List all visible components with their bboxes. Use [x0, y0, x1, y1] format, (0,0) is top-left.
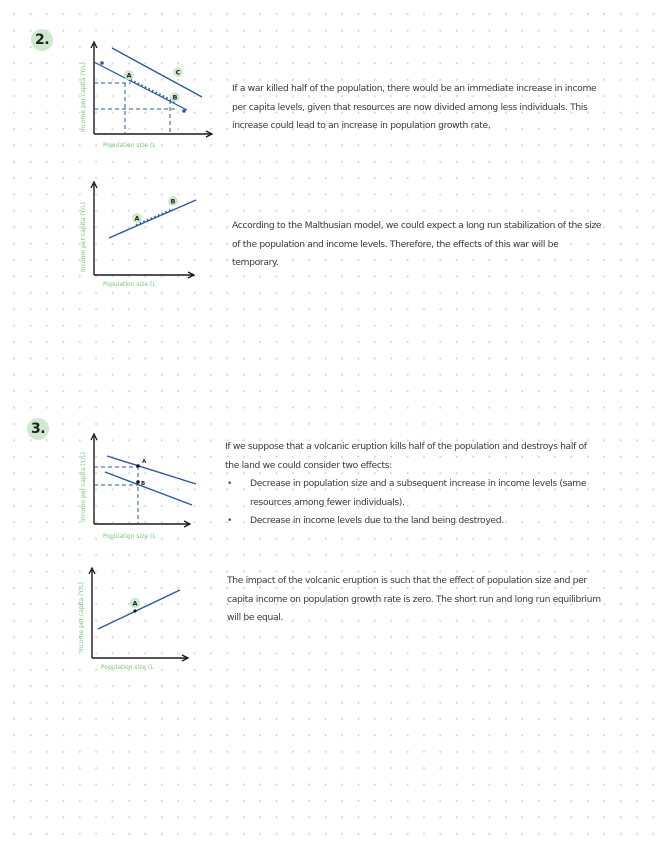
point-a-dot — [136, 464, 140, 468]
point-a-label: A — [134, 214, 140, 223]
schedule-line-lower — [94, 62, 187, 110]
y-axis-label: Income per capita (Y/L) — [78, 582, 85, 652]
x-axis-label: Population size (L — [101, 664, 154, 671]
point-c-label: C — [175, 68, 181, 77]
paragraph-volcano-intro: If we suppose that a volcanic eruption kills half of the population and destroys half of the land we could consider two effects: — [225, 441, 587, 471]
small-dot — [182, 109, 186, 113]
point-b-dot — [136, 480, 140, 484]
schedule-line-upper — [107, 456, 196, 484]
point-a-label: A — [142, 459, 147, 465]
x-axis — [94, 272, 194, 278]
point-a-dot — [133, 609, 136, 612]
section-number-2: 2. — [31, 29, 53, 51]
x-axis — [94, 131, 212, 137]
x-axis — [94, 521, 190, 527]
paragraph-volcano-equilibrium: The impact of the volcanic eruption is such that the effect of population size and per capita income on population growth rate is zero. The short run and long run equilibrium will be equal. — [227, 575, 601, 623]
graph-volcano-equilibrium — [70, 566, 210, 672]
schedule-line-lower — [105, 472, 192, 505]
y-axis — [91, 182, 97, 275]
section-number-3: 3. — [27, 418, 49, 440]
point-a-label: A — [126, 71, 132, 80]
paragraph-war-short-run: If a war killed half of the population, there would be an immediate increase in income per capita levels, given that resources are now divided among less individuals. This increase could lead to an increase in population growth rate. — [232, 83, 597, 131]
schedule-line — [98, 590, 180, 629]
graph-war-short-run — [72, 36, 212, 152]
y-axis-label: Income per capita (Y/L) — [80, 202, 87, 272]
dotted-path — [127, 78, 175, 102]
graph-volcano-effects — [72, 430, 212, 546]
effects-list — [225, 475, 603, 531]
y-axis-label: Income per capita (Y/L) — [80, 62, 87, 132]
y-axis — [91, 42, 97, 134]
x-axis-label: Population size (L — [103, 533, 156, 540]
paragraph-war-long-run: According to the Malthusian model, we could expect a long run stabilization of the size of the population and income levels. Therefore, the effects of this war will be temporary. — [232, 220, 602, 268]
y-axis-label: Income per capita (Y/L) — [80, 452, 87, 522]
point-b-label: B — [172, 93, 178, 102]
paragraph-volcano-effects — [225, 438, 603, 531]
effects-list-item: • Decrease in income levels due to the land being destroyed. — [225, 512, 603, 531]
y-axis — [89, 568, 95, 658]
x-axis-label: Population size (L — [103, 142, 156, 149]
point-a-label: A — [132, 599, 138, 608]
point-b-label: B — [170, 197, 176, 206]
y-axis — [91, 434, 97, 524]
graph-war-long-run — [72, 180, 212, 290]
x-axis-label: Population size (L — [103, 281, 156, 288]
effects-list-item: • Decrease in population size and a subsequent increase in income levels (same resources among fewer individuals). — [225, 475, 603, 512]
small-dot — [100, 61, 104, 65]
x-axis — [92, 655, 188, 661]
schedule-line — [109, 197, 196, 238]
point-b-label: B — [141, 481, 146, 487]
